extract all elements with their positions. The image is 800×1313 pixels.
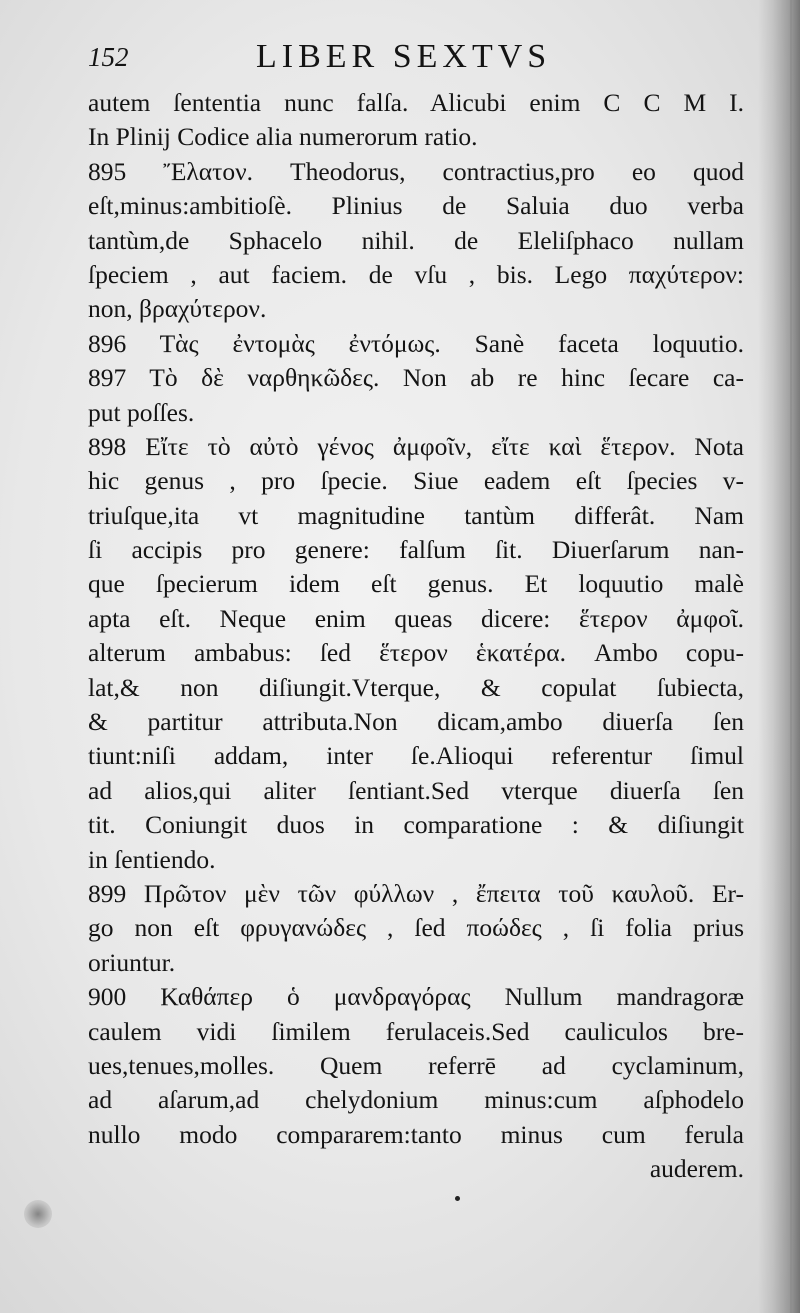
text-line: tantùm,de Sphacelo nihil. de Eleliſphaco nullam xyxy=(88,225,744,255)
text-line: tit. Coniungit duos in comparatione : & diſiungit xyxy=(88,810,744,840)
text-line: ad aſarum,ad chelydonium minus:cum aſphodelo xyxy=(88,1085,744,1115)
running-head: LIBER SEXTVS xyxy=(256,38,552,75)
text-line: In Plinij Codice alia numerorum ratio. xyxy=(88,122,478,152)
text-line: auderem. xyxy=(649,1154,744,1184)
text-line: nullo modo compararem:tanto minus cum ferula xyxy=(88,1119,744,1149)
text-line: 899 Πρῶτον μὲν τῶν φύλλων , ἔπειτα τοῦ καυλοῦ. Er- xyxy=(88,878,744,908)
page-gutter-shadow xyxy=(758,0,800,1313)
text-line: autem ſententia nunc falſa. Alicubi enim C C M I. xyxy=(88,88,744,117)
text-line: caulem vidi ſimilem ferulaceis.Sed cauliculos bre- xyxy=(88,1016,744,1046)
text-line: eſt,minus:ambitioſè. Plinius de Saluia duo verba xyxy=(88,191,744,221)
text-line: go non eſt φρυγανώδες , ſed ποώδες , ſi folia prius xyxy=(88,913,744,943)
text-line: ſi accipis pro genere: falſum ſit. Diuerſarum nan- xyxy=(88,535,744,565)
text-line: oriuntur. xyxy=(88,947,176,977)
page-number: 152 xyxy=(88,42,129,72)
text-line: triuſque,ita vt magnitudine tantùm differât. Nam xyxy=(88,500,744,530)
text-line: in ſentiendo. xyxy=(88,844,216,874)
text-line: non, βραχύτερον. xyxy=(88,294,267,324)
text-line: 896 Τὰς ἐντομὰς ἐντόμως. Sanè faceta loquutio. xyxy=(88,328,744,358)
ink-dot xyxy=(455,1196,460,1201)
text-line: ſpeciem , aut faciem. de vſu , bis. Lego παχύτερον: xyxy=(88,259,744,289)
text-line: put poſſes. xyxy=(88,397,195,427)
text-line: apta eſt. Neque enim queas dicere: ἕτερον ἀμφοῖ. xyxy=(88,603,744,633)
text-line: que ſpecierum idem eſt genus. Et loquutio malè xyxy=(88,569,744,599)
text-line: ues,tenues,molles. Quem referrē ad cyclaminum, xyxy=(88,1050,744,1080)
text-line: & partitur attributa.Non dicam,ambo diuerſa ſen xyxy=(88,707,744,737)
text-line: 897 Τὸ δὲ ναρθηκῶδες. Non ab re hinc ſecare ca- xyxy=(88,363,744,393)
text-line: 900 Καθάπερ ὁ μανδραγόρας Nullum mandragoræ xyxy=(88,982,744,1012)
text-line: 895 Ἔλατον. Theodorus, contractius,pro eo quod xyxy=(88,156,744,186)
page-edge-line xyxy=(790,0,792,1313)
text-line: lat,& non diſiungit.Vterque, & copulat ſubiecta, xyxy=(88,672,744,702)
text-line: alterum ambabus: ſed ἕτερον ἑκατέρα. Ambo copu- xyxy=(88,638,744,668)
text-line: 898 Εἴτε τὸ αὐτὸ γένος ἀμφοῖν, εἴτε καὶ ἕτερον. Nota xyxy=(88,431,744,461)
body-text xyxy=(88,86,744,1187)
text-line: tiunt:niſi addam, inter ſe.Alioqui referentur ſimul xyxy=(88,741,744,771)
text-line: ad alios,qui aliter ſentiant.Sed vterque diuerſa ſen xyxy=(88,775,744,805)
ink-blot xyxy=(24,1200,52,1228)
text-line: hic genus , pro ſpecie. Siue eadem eſt ſpecies v- xyxy=(88,466,744,496)
page-header xyxy=(88,38,748,84)
